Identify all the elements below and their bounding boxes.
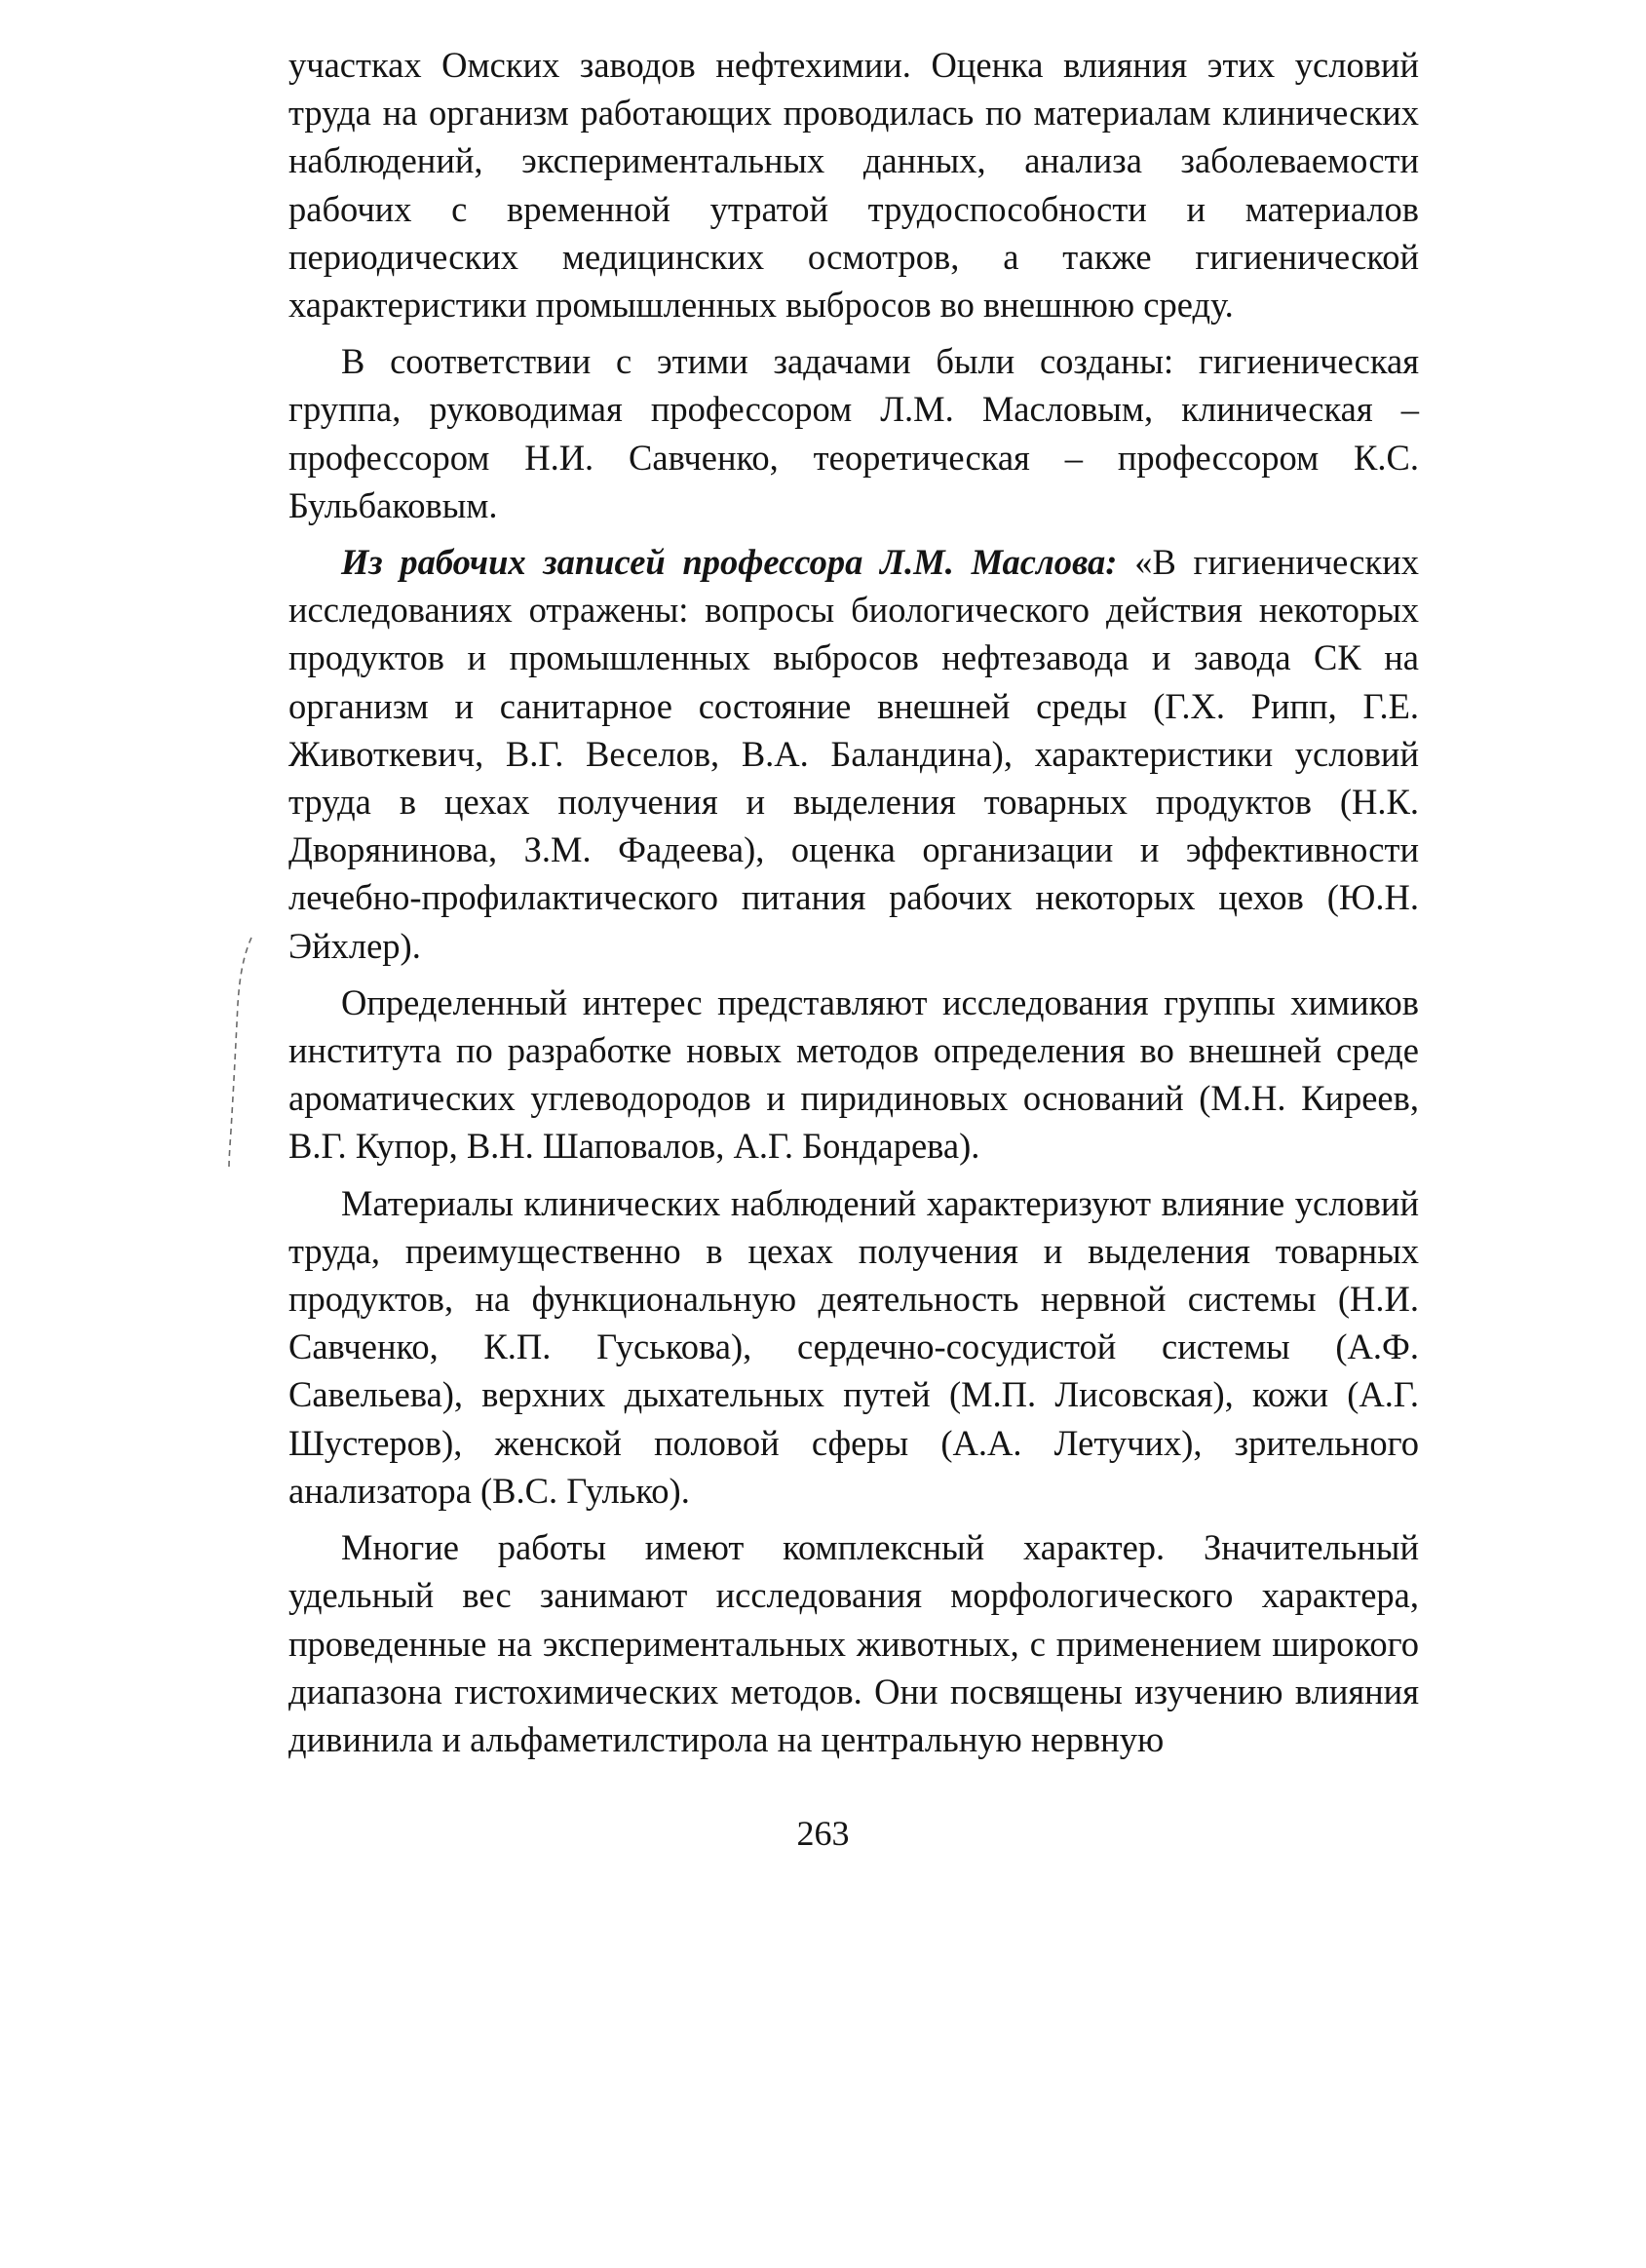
- paragraph-3: [288, 538, 1419, 970]
- body-text: [288, 41, 1419, 1772]
- page-number: 263: [796, 1814, 850, 1853]
- paragraph-3-lead: Из рабочих записей профессора Л.М. Маслова:: [341, 542, 1118, 583]
- paragraph-2: [288, 337, 1419, 529]
- paragraph-1: [288, 41, 1419, 328]
- paragraph-5: [288, 1179, 1419, 1515]
- paragraph-6: [288, 1523, 1419, 1763]
- margin-pencil-mark: [226, 936, 255, 1170]
- paragraph-6-text: Многие работы имеют комплексный характер. Значительный удельный вес занимают исследования морфологического характера, проведенные на экспериментальных животных, с применением широкого диапазона гистохимических методов. Они посвящены изучению влияния дивинила и альфаметилстирола на центральную нервную: [288, 1527, 1419, 1759]
- paragraph-2-text: В соответствии с этими задачами были созданы: гигиеническая группа, руководимая профессором Л.М. Масловым, клиническая – профессором Н.И. Савченко, теоретическая – профессором К.С. Бульбаковым.: [288, 341, 1419, 525]
- paragraph-1-text: участках Омских заводов нефтехимии. Оценка влияния этих условий труда на организм работающих проводилась по материалам клинических наблюдений, экспериментальных данных, анализа заболеваемости рабочих с временной утратой трудоспособности и материалов периодических медицинских осмотров, а также гигиенической характеристики промышленных выбросов во внешнюю среду.: [288, 45, 1419, 326]
- paragraph-5-text: Материалы клинических наблюдений характеризуют влияние условий труда, преимущественно в цехах получения и выделения товарных продуктов, на функциональную деятельность нервной системы (Н.И. Савченко, К.П. Гуськова), сердечно-сосудистой системы (А.Ф. Савельева), верхних дыхательных путей (М.П. Лисовская), кожи (А.Г. Шустеров), женской половой сферы (А.А. Летучих), зрительного анализатора (В.С. Гулько).: [288, 1182, 1419, 1511]
- paragraph-4-text: Определенный интерес представляют исследования группы химиков института по разработке новых методов определения во внешней среде ароматических углеводородов и пиридиновых оснований (М.Н. Киреев, В.Г. Купор, В.Н. Шаповалов, А.Г. Бондарева).: [288, 981, 1419, 1167]
- paragraph-4: [288, 979, 1419, 1171]
- paragraph-3-text: «В гигиенических исследованиях отражены: вопросы биологического действия некоторых продуктов и промышленных выбросов нефтезавода и завода СК на организм и санитарное состояние внешней среды (Г.Х. Рипп, Г.Е. Животкевич, В.Г. Веселов, В.А. Баландина), характеристики условий труда в цехах получения и выделения товарных продуктов (Н.К. Дворянинова, З.М. Фадеева), оценка организации и эффективности лечебно-профилактического питания рабочих некоторых цехов (Ю.Н. Эйхлер).: [288, 542, 1419, 966]
